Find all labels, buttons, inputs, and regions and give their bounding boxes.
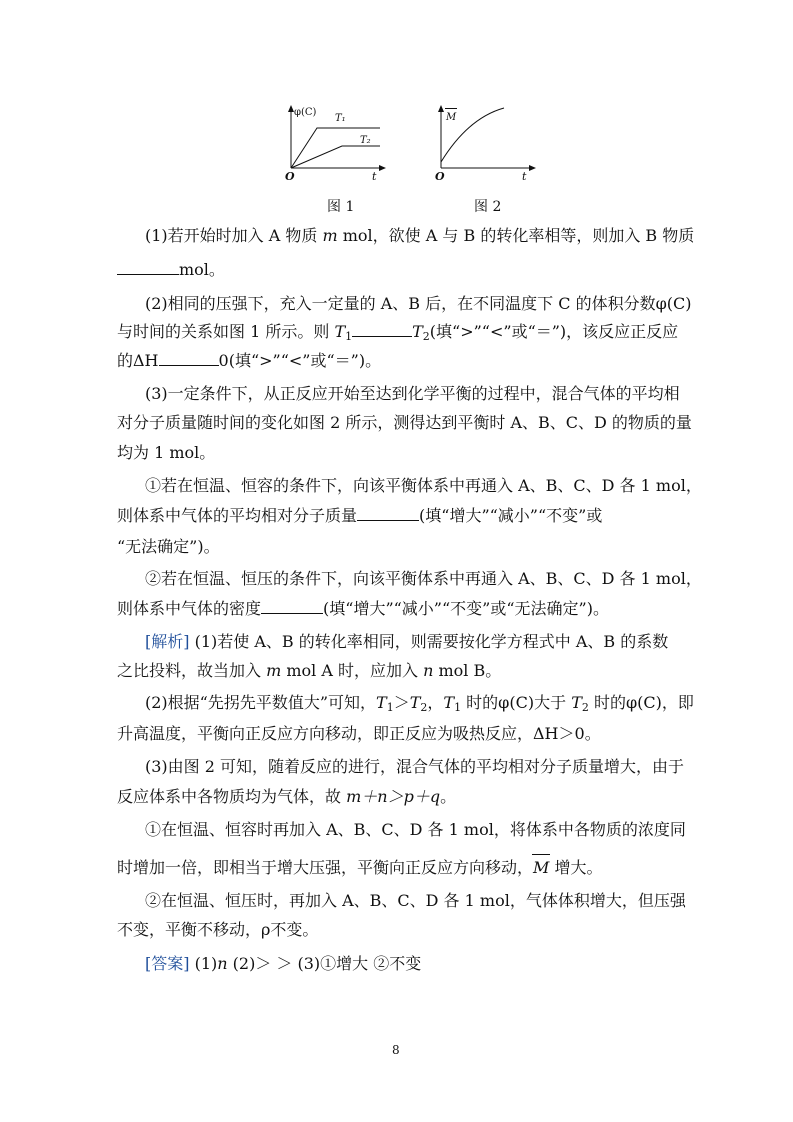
answer-blank-4[interactable] xyxy=(357,506,419,521)
fig2-x-label: t xyxy=(522,170,527,183)
question-3-line-2: 对分子质量随时间的变化如图 2 所示，测得达到平衡时 A、B、C、D 的物质的量 xyxy=(117,413,692,432)
fig2-origin: O xyxy=(435,170,445,183)
analysis-line-8: 时增加一倍，即相当于增大压强，平衡向正反应方向移动，M 增大。 xyxy=(117,858,603,877)
fig1-origin: O xyxy=(285,170,295,183)
answer-blank-5[interactable] xyxy=(261,599,323,614)
fig1-x-label: t xyxy=(372,170,377,183)
analysis-line-3: (2)根据“先拐先平数值大”可知，$T_1>T_2$，$T_1$ 时的φ(C)大于 $T_2$ 时的φ(C)，即 xyxy=(145,693,694,714)
figure-1 xyxy=(280,104,385,186)
analysis-line-4: 升高温度，平衡向正反应方向移动，即正反应为吸热反应，ΔH＞0。 xyxy=(117,724,601,743)
question-3i-line-3: “无法确定”)。 xyxy=(117,537,220,556)
fig1-curve-label-T1: T₁ xyxy=(335,113,346,124)
page-number: 8 xyxy=(392,1043,400,1057)
analysis-tag: [解析] xyxy=(145,632,190,651)
question-2-line-1: (2)相同的压强下，充入一定量的 A、B 后，在不同温度下 C 的体积分数φ(C) xyxy=(145,294,692,313)
mean-M-symbol: M xyxy=(533,858,550,877)
answer-blank-1[interactable] xyxy=(117,260,179,275)
analysis-line-6: 反应体系中各物质均为气体，故 m＋n＞p＋q。 xyxy=(117,787,457,806)
fig2-y-label: M xyxy=(446,112,457,123)
question-2-line-2: 与时间的关系如图 1 所示。则 $T_1$ $T_2$(填“>”“<”或“＝”)，该反应正反应 xyxy=(117,322,679,343)
fig1-curve-label-T2: T₂ xyxy=(360,135,371,146)
figure-1-caption: 图 1 xyxy=(327,199,355,215)
question-3-line-3: 均为 1 mol。 xyxy=(117,443,216,462)
answer-blank-2[interactable] xyxy=(352,322,412,337)
curve-T2 xyxy=(291,146,380,168)
answer-tag: [答案] xyxy=(145,954,190,973)
question-3ii-line-2: 则体系中气体的密度 (填“增大”“减小”“不变”或“无法确定”)。 xyxy=(117,599,609,618)
question-3i-line-1: ①若在恒温、恒容的条件下，向该平衡体系中再通入 A、B、C、D 各 1 mol， xyxy=(145,476,702,495)
question-3i-line-2: 则体系中气体的平均相对分子质量 (填“增大”“减小”“不变”或 xyxy=(117,506,603,525)
question-1-line-1: (1)若开始时加入 A 物质 m mol，欲使 A 与 B 的转化率相等，则加入 B 物质 xyxy=(145,226,695,245)
analysis-line-7: ①在恒温、恒容时再加入 A、B、C、D 各 1 mol，将体系中各物质的浓度同 xyxy=(145,820,686,839)
analysis-line-10: 不变，平衡不移动，ρ不变。 xyxy=(117,920,319,939)
analysis-line-1: [解析] (1)若使 A、B 的转化率相同，则需要按化学方程式中 A、B 的系数 xyxy=(145,632,669,651)
analysis-line-2: 之比投料，故当加入 m mol A 时，应加入 n mol B。 xyxy=(117,661,502,680)
analysis-line-9: ②在恒温、恒压时，再加入 A、B、C、D 各 1 mol，气体体积增大，但压强 xyxy=(145,891,686,910)
fig1-y-label: φ(C) xyxy=(294,107,317,118)
figure-2-caption: 图 2 xyxy=(474,199,502,215)
analysis-line-5: (3)由图 2 可知，随着反应的进行，混合气体的平均相对分子质量增大，由于 xyxy=(145,757,685,776)
question-1-line-2: mol。 xyxy=(117,260,225,280)
question-3-line-1: (3)一定条件下，从正反应开始至达到化学平衡的过程中，混合气体的平均相 xyxy=(145,384,680,403)
figure-2 xyxy=(430,104,535,186)
answer-line: [答案] (1)n (2)＞ ＞ (3)①增大 ②不变 xyxy=(145,954,422,973)
question-2-line-3: 的ΔH 0(填“>”“<”或“＝”)。 xyxy=(117,351,382,370)
answer-blank-3[interactable] xyxy=(159,351,219,366)
question-3ii-line-1: ②若在恒温、恒压的条件下，向该平衡体系中再通入 A、B、C、D 各 1 mol， xyxy=(145,569,702,588)
